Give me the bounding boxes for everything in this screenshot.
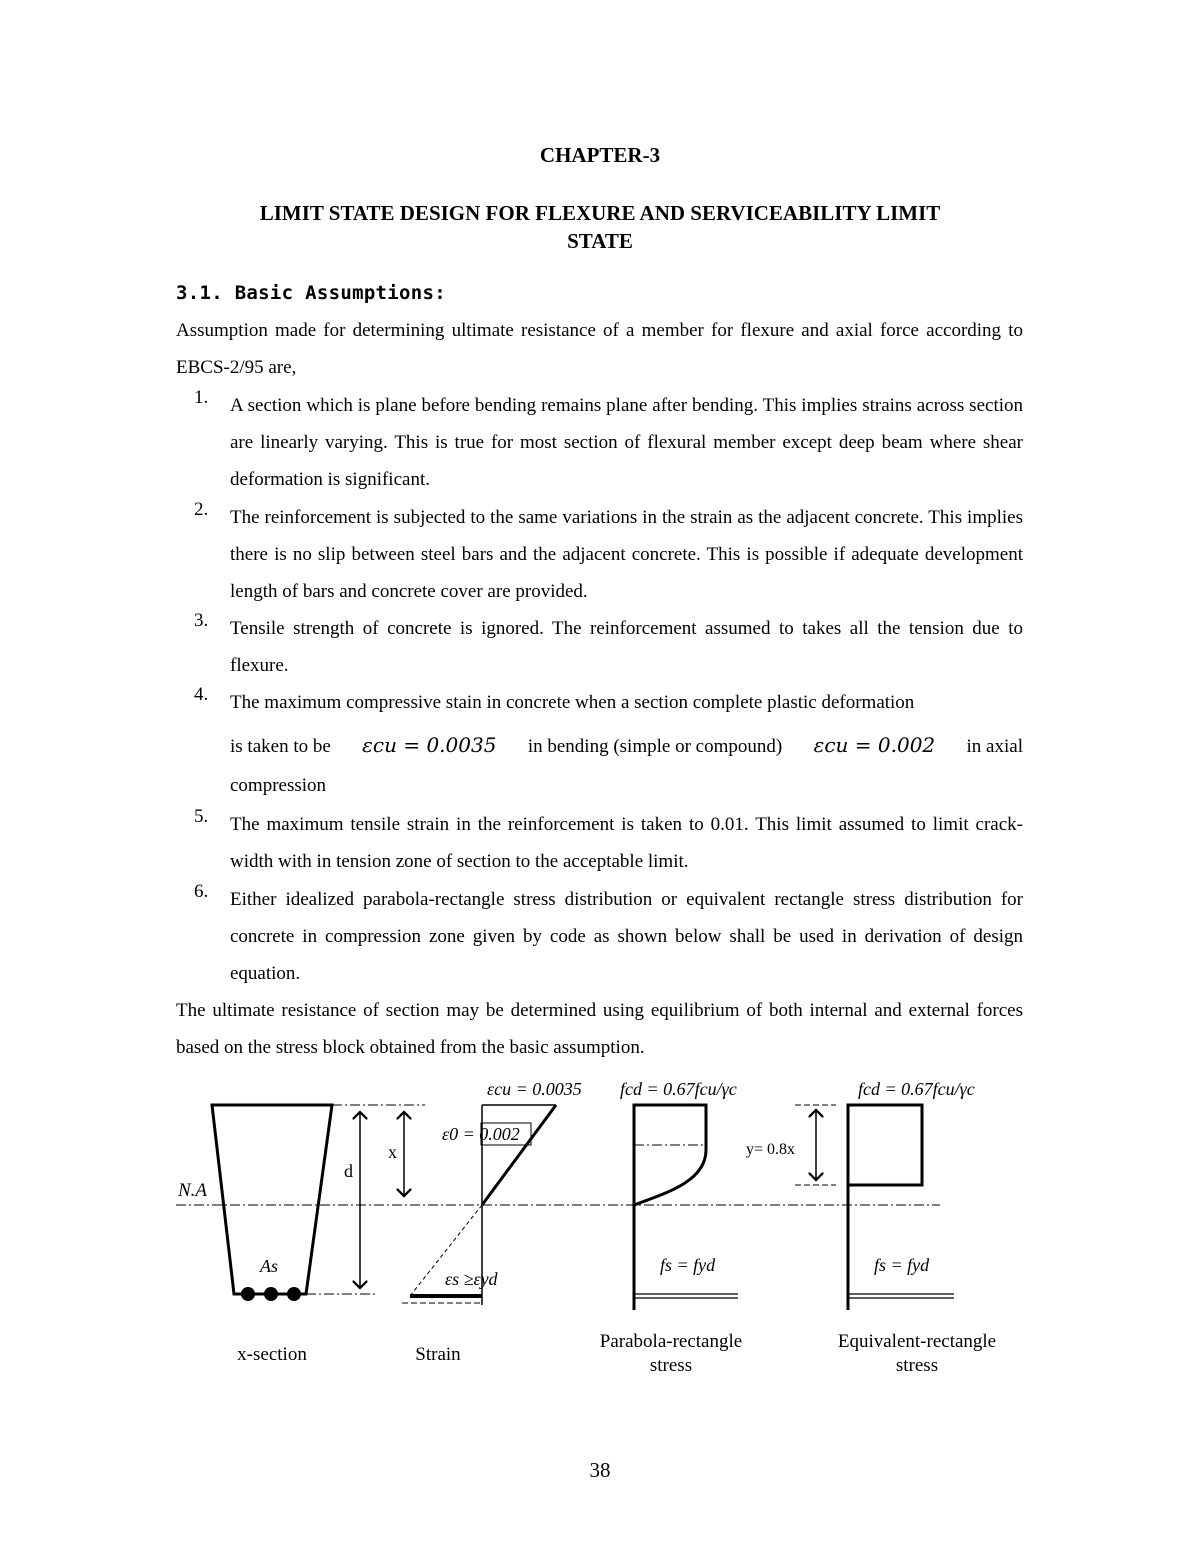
parabola-stress-block	[634, 1105, 706, 1205]
equation-ecu-bending: εcu = 0.0035	[362, 733, 497, 757]
rebar-area-label: As	[260, 1256, 278, 1276]
assumption-text: A section which is plane before bending remains plane after bending. This implies strains across section are linearly varying. This is true for most section of flexural member except deep beam where shear deformation is significant.	[230, 395, 1023, 490]
es-label: εs ≥εyd	[445, 1269, 498, 1289]
caption-x-section: x-section	[237, 1344, 307, 1365]
caption-parabola-line1: Parabola-rectangle	[599, 1331, 743, 1352]
ecu-label: εcu = 0.0035	[487, 1079, 582, 1099]
list-number: 1.	[194, 387, 209, 408]
caption-parabola-line2: stress	[649, 1355, 693, 1376]
chapter-title-line-1: LIMIT STATE DESIGN FOR FLEXURE AND SERVICEABILITY LIMIT	[259, 201, 941, 225]
caption-strain: Strain	[415, 1344, 461, 1365]
list-number: 5.	[194, 806, 209, 827]
fcd-label-1: fcd = 0.67fcu/γc	[620, 1079, 737, 1099]
equation-ecu-axial: εcu = 0.002	[813, 733, 936, 757]
list-number: 6.	[194, 881, 209, 902]
x-label: x	[388, 1142, 397, 1162]
list-number: 2.	[194, 499, 209, 520]
assumption-text: Either idealized parabola-rectangle stress distribution or equivalent rectangle stress distribution for concrete in compression zone given by code as shown below shall be used in derivation of design equation.	[230, 889, 1023, 984]
stress-strain-figure	[0, 1070, 1200, 1400]
list-number: 4.	[194, 684, 209, 705]
assumption-text: The reinforcement is subjected to the same variations in the strain as the adjacent concrete. This implies there is no slip between steel bars and the adjacent concrete. This is possible if adequate development length of bars and concrete cover are provided.	[230, 507, 1023, 602]
assumption-4-line-3: compression	[230, 775, 327, 796]
assumption-text: Tensile strength of concrete is ignored. The reinforcement assumed to takes all the tension due to flexure.	[230, 618, 1023, 676]
assumption-text	[230, 684, 1023, 804]
text: in bending (simple or compound)	[527, 736, 783, 757]
fcd-label-2: fcd = 0.67fcu/γc	[858, 1079, 975, 1099]
page-number: 38	[589, 1458, 611, 1482]
text: is taken to be	[230, 736, 331, 757]
chapter-heading: CHAPTER-3	[539, 143, 661, 167]
rebar-circle	[264, 1287, 278, 1301]
fs-label-2: fs = fyd	[874, 1255, 930, 1275]
rebar-circle	[287, 1287, 301, 1301]
caption-equivalent-line1: Equivalent-rectangle	[837, 1331, 997, 1352]
equivalent-stress-block	[848, 1105, 922, 1185]
assumption-4-line-1: The maximum compressive stain in concrete when a section complete plastic deformation	[230, 692, 915, 713]
fs-label-1: fs = fyd	[660, 1255, 716, 1275]
caption-equivalent-line2: stress	[895, 1355, 939, 1376]
text: in axial	[966, 736, 1023, 757]
section-heading: 3.1. Basic Assumptions:	[176, 282, 446, 304]
conclusion-paragraph: The ultimate resistance of section may be determined using equilibrium of both internal and external forces based on the stress block obtained from the basic assumption.	[176, 1000, 1023, 1058]
rebar-circle	[241, 1287, 255, 1301]
assumption-text: The maximum tensile strain in the reinforcement is taken to 0.01. This limit assumed to limit crack-width with in tension zone of section to the acceptable limit.	[230, 814, 1023, 872]
strain-compression-line	[482, 1105, 556, 1205]
neutral-axis-label: N.A	[178, 1180, 208, 1201]
d-label: d	[344, 1161, 353, 1181]
intro-paragraph: Assumption made for determining ultimate resistance of a member for flexure and axial force according to EBCS-2/95 are,	[176, 320, 1023, 378]
list-number: 3.	[194, 610, 209, 631]
chapter-title-line-2: STATE	[567, 229, 633, 253]
e0-label: ε0 = 0.002	[442, 1124, 520, 1144]
y-label: y= 0.8x	[746, 1141, 796, 1158]
chapter-title	[170, 199, 1030, 255]
assumption-4-line-2	[230, 727, 1023, 765]
